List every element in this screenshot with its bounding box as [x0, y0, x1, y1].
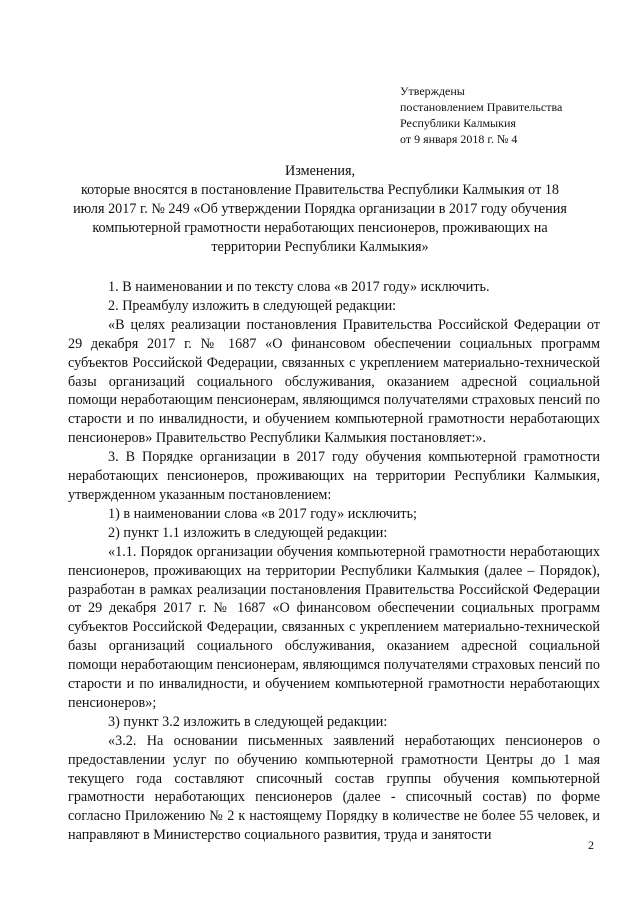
approval-line: Утверждены	[400, 84, 465, 98]
approval-line: постановлением Правительства	[400, 100, 563, 114]
paragraph: 3) пункт 3.2 изложить в следующей редакции:	[108, 713, 388, 730]
approval-block	[400, 83, 562, 147]
approval-date: от 9 января 2018 г. № 4	[400, 132, 518, 146]
paragraph: «3.2. На основании письменных заявлений неработающих пенсионеров о предоставлении услуг по обучению компьютерной грамотности Центры до 1 мая текущего года составляют списочный состав группы обучения компьютерной грамотности неработающих пенсионеров (далее - списочный состав) по форме согласно Приложению № 2 к настоящему Порядку в количестве не более 55 человек, и направляют в Министерство социального развития, труда и занятости	[68, 732, 600, 844]
paragraph: 1. В наименовании и по тексту слова «в 2017 году» исключить.	[108, 279, 490, 295]
paragraph: 3. В Порядке организации в 2017 году обучения компьютерной грамотности неработающих пенсионеров, проживающих на территории Республики Калмыкия, утвержденном указанным постановлением:	[68, 449, 600, 503]
document-title	[70, 162, 570, 257]
paragraph: «1.1. Порядок организации обучения компьютерной грамотности неработающих пенсионеров, проживающих на территории Республики Калмыкия (далее – Порядок), разработан в рамках реализации постановления Правительства Российской Федерации от 29 декабря 2017 г. № 1687 «О финансовом обеспечении социальных программ субъектов Российской Федерации, связанных с укреплением материально-технической базы организаций социального обслуживания, оказанием адресной социальной помощи неработающим пенсионерам, являющимся получателями страховых пенсий по старости и по инвалидности, и обучением компьютерной грамотности неработающих пенсионеров»;	[68, 543, 600, 711]
title-heading: Изменения,	[284, 163, 356, 179]
paragraph: «В целях реализации постановления Правительства Российской Федерации от 29 декабря 2017 г. № 1687 «О финансовом обеспечении социальных программ субъектов Российской Федерации, связанных с укреплением материально-технической базы организаций социального обслуживания, оказанием адресной социальной помощи неработающим пенсионерам, являющимся получателями страховых пенсий по старости и по инвалидности, и обучением компьютерной грамотности неработающих пенсионеров» Правительство Республики Калмыкия постановляет:».	[68, 316, 600, 447]
paragraph: 2) пункт 1.1 изложить в следующей редакции:	[108, 524, 388, 541]
paragraph: 2. Преамбулу изложить в следующей редакции:	[108, 297, 397, 314]
paragraph: 1) в наименовании слова «в 2017 году» исключить;	[108, 505, 417, 522]
title-subtitle: которые вносятся в постановление Правительства Республики Калмыкия от 18 июля 2017 г. № 249 «Об утверждении Порядка организации в 2017 году обучения компьютерной грамотности неработающих пенсионеров, проживающих на территории Республики Калмыкия»	[73, 182, 567, 255]
document-body	[68, 278, 600, 845]
approval-line: Республики Калмыкия	[400, 116, 516, 130]
page-number: 2	[588, 838, 594, 852]
